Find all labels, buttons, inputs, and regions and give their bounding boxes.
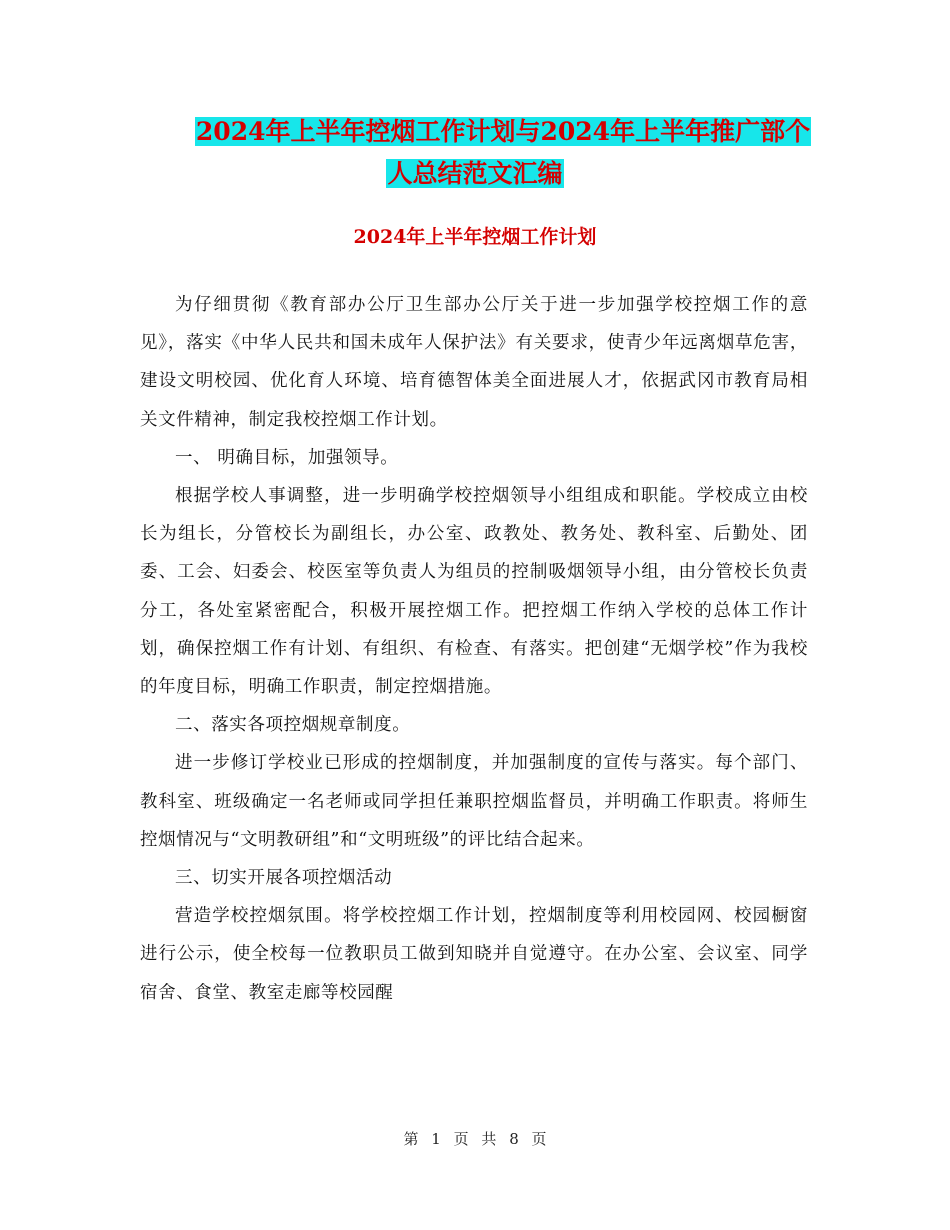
footer-total-label: 共 [481, 1130, 497, 1148]
footer-current-page: 1 [431, 1130, 441, 1148]
paragraph-intro: 为仔细贯彻《教育部办公厅卫生部办公厅关于进一步加强学校控烟工作的意见》，落实《中华人民共和国未成年人保护法》有关要求，使青少年远离烟草危害，建设文明校园、优化育人环境、培育德智体美全面进展人才，依据武冈市教育局相关文件精神，制定我校控烟工作计划。 [140, 295, 808, 430]
heading-2: 二、落实各项控烟规章制度。 [175, 715, 411, 736]
page-footer [0, 1128, 950, 1149]
document-body [140, 286, 808, 1012]
paragraph-3: 营造学校控烟氛围。将学校控烟工作计划，控烟制度等利用校园网、校园橱窗进行公示，使全校每一位教职员工做到知晓并自觉遵守。在办公室、会议室、同学宿舍、食堂、教室走廊等校园醒 [140, 906, 808, 1003]
heading-1: 一、 明确目标，加强领导。 [175, 447, 399, 468]
paragraph-2: 进一步修订学校业已形成的控烟制度，并加强制度的宣传与落实。每个部门、教科室、班级确定一名老师或同学担任兼职控烟监督员，并明确工作职责。将师生控烟情况与“文明教研组”和“文明班级”的评比结合起来。 [140, 753, 808, 850]
document-title-text-2: 人总结范文汇编 [387, 159, 563, 188]
document-title-line-1 [28, 108, 950, 156]
footer-total-unit: 页 [531, 1130, 547, 1148]
footer-page-unit: 页 [453, 1130, 469, 1148]
section-title: 2024年上半年控烟工作计划 [353, 226, 597, 248]
heading-3: 三、切实开展各项控烟活动 [175, 868, 393, 889]
document-title-text-1: 2024年上半年控烟工作计划与2024年上半年推广部个 [195, 117, 811, 146]
paragraph-1: 根据学校人事调整，进一步明确学校控烟领导小组组成和职能。学校成立由校长为组长，分管校长为副组长，办公室、政教处、教务处、教科室、后勤处、团委、工会、妇委会、校医室等负责人为组员的控制吸烟领导小组，由分管校长负责分工，各处室紧密配合，积极开展控烟工作。把控烟工作纳入学校的总体工作计划，确保控烟工作有计划、有组织、有检查、有落实。把创建“无烟学校”作为我校的年度目标，明确工作职责，制定控烟措施。 [140, 486, 808, 698]
footer-page-label: 第 [403, 1130, 419, 1148]
footer-total-pages: 8 [509, 1130, 519, 1148]
document-title-line-2 [0, 150, 950, 198]
